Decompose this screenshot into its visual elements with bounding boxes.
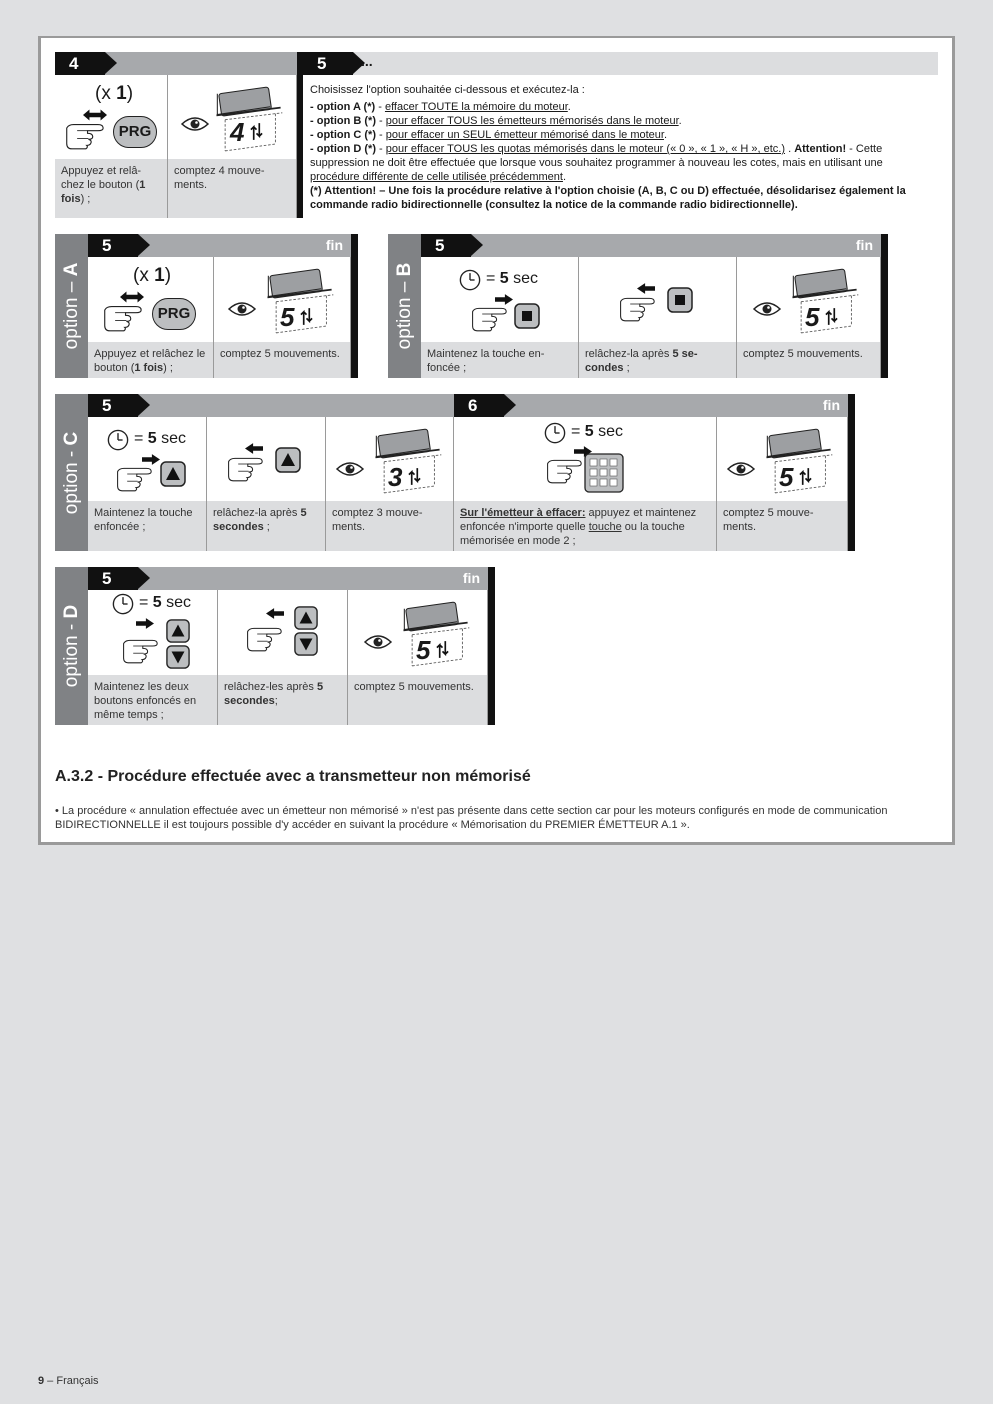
down-button-icon (294, 632, 318, 656)
step4-count-cell (168, 75, 297, 159)
section-text: • La procédure « annulation effectuée avec un émetteur non mémorisé » n'est pas présente dans cette section car pour les moteurs configurés en mode de communication BIDIRECTIONNELLE il est toujours possible d'y accéder en suivant la procédure « Mémorisation du PREMIER ÉMETTEUR A.1 ». (55, 805, 888, 831)
step5-intro: Choisissez l'option souhaitée ci-dessous et exécutez-la : (310, 84, 585, 96)
option-d-release-cell (218, 590, 348, 675)
step4-caption-2: comptez 4 mouve-ments. (168, 159, 297, 218)
page-footer (38, 1375, 99, 1387)
option-a-fin: fin (325, 237, 343, 253)
page-language: – Français (44, 1375, 99, 1387)
option-c-hold-cell (88, 417, 207, 501)
option-b-header (421, 234, 881, 257)
option-d-caption-3: comptez 5 mouvements. (348, 675, 488, 725)
arrow-left-icon (266, 608, 284, 619)
option-d-block (55, 567, 495, 725)
up-down-arrows-icon (825, 307, 838, 326)
option-b-label: option – B (393, 262, 415, 350)
option-c-header-b (454, 394, 848, 417)
hand-icon (103, 301, 155, 333)
option-a-caption-1: Appuyez et relâchez le bouton (1 fois) ; (88, 342, 214, 378)
option-d-caption-2: relâchez-les après 5 secondes; (218, 675, 348, 725)
option-c-line: - option C (*) - pour effacer un SEUL émetteur mémorisé dans le moteur. (310, 129, 668, 141)
clock-icon (544, 422, 566, 444)
up-button-icon (275, 447, 301, 473)
eye-icon (228, 301, 256, 317)
option-d-line: - option D (*) - pour effacer TOUS les quotas mémorisés dans le moteur (« 0 », « 1 », « H », etc.) . Attention! - Cette suppression ne doit être effectuée que lorsque vous souhaitez programmer à nouveau les cotes, mais en utilisant une procédure différente de celle utilisée précédemment. (310, 143, 883, 183)
down-button-icon (166, 645, 190, 669)
roller-shade-icon (213, 83, 291, 153)
option-b-fin: fin (855, 237, 873, 253)
up-down-arrows-icon (250, 122, 263, 141)
option-b-count-cell (737, 257, 881, 342)
option-c-count-cell (326, 417, 454, 501)
hand-icon (227, 453, 275, 483)
movement-count: 3 (388, 462, 403, 492)
option-d-label: option - D (60, 604, 82, 688)
hold-duration: = 5 sec (139, 594, 192, 611)
option-c-label: option - C (60, 431, 82, 514)
option-d-count-cell (348, 590, 488, 675)
option-c-caption-3: comptez 3 mouve-ments. (326, 501, 454, 551)
option-b-line: - option B (*) - pour effacer TOUS les émetteurs mémorisés dans le moteur. (310, 115, 682, 127)
option-a-caption-2: comptez 5 mouvements. (214, 342, 351, 378)
clock-icon (107, 429, 129, 451)
step5-ellipsis: ... (361, 53, 373, 69)
prg-button: PRG (152, 298, 196, 330)
step4-caption-1: Appuyez et relâ-chez le bouton (1 fois) ; (55, 159, 168, 218)
hold-duration: = 5 sec (571, 423, 624, 440)
option-a-press-cell (88, 257, 214, 342)
movement-count: 5 (779, 462, 794, 492)
up-button-icon (166, 619, 190, 643)
option-b-caption-3: comptez 5 mouvements. (737, 342, 881, 378)
up-button-icon (294, 606, 318, 630)
eye-icon (727, 461, 755, 477)
movement-count: 5 (805, 302, 820, 332)
option-b-caption-2: relâchez-la après 5 se-condes ; (579, 342, 737, 378)
up-button-icon (160, 461, 186, 487)
step5-number: 5 (303, 52, 353, 75)
eye-icon (753, 301, 781, 317)
option-c-sidebar (55, 394, 88, 551)
hand-icon (116, 463, 164, 493)
hold-duration: = 5 sec (486, 270, 539, 287)
movement-count: 4 (230, 117, 245, 147)
step5-header (303, 52, 938, 75)
step4-header (55, 52, 303, 75)
step5-block (303, 52, 938, 218)
option-a-line: - option A (*) - effacer TOUTE la mémoire du moteur. (310, 101, 571, 113)
hold-duration: = 5 sec (134, 430, 187, 447)
option-c-block (55, 394, 855, 551)
step4-block (55, 52, 303, 218)
option-a-count-cell (214, 257, 351, 342)
option-b-number: 5 (421, 234, 471, 257)
movement-count: 5 (416, 635, 431, 665)
option-c-caption-5: comptez 5 mouve-ments. (717, 501, 848, 551)
movement-count: 5 (280, 302, 295, 332)
option-d-caption-1: Maintenez les deux boutons enfoncés en même temps ; (88, 675, 218, 725)
press-count: (x 1) (133, 265, 172, 286)
option-a-header (88, 234, 351, 257)
arrow-right-icon (136, 618, 154, 629)
hand-icon (246, 622, 294, 654)
keypad-transmitter-icon (584, 453, 624, 493)
option-d-hold-cell (88, 590, 218, 675)
option-c-caption-2: relâchez-la après 5 secondes ; (207, 501, 326, 551)
option-b-sidebar (388, 234, 421, 378)
option-b-release-cell (579, 257, 737, 342)
stop-button-icon (514, 303, 540, 329)
option-a-number: 5 (88, 234, 138, 257)
option-b-caption-1: Maintenez la touche en-foncée ; (421, 342, 579, 378)
up-down-arrows-icon (408, 467, 421, 486)
option-c-header-a (88, 394, 454, 417)
hand-icon (619, 293, 667, 323)
option-c-number: 5 (88, 394, 138, 417)
option-c-fin: fin (822, 397, 840, 413)
option-b-edge-bar (881, 234, 888, 378)
clock-icon (459, 269, 481, 291)
option-c-release-cell (207, 417, 326, 501)
step5-left-bar (300, 52, 303, 218)
up-down-arrows-icon (300, 307, 313, 326)
option-c-caption-1: Maintenez la touche enfoncée ; (88, 501, 207, 551)
step5-text (310, 83, 935, 212)
option-a-sidebar (55, 234, 88, 378)
prg-button: PRG (113, 116, 157, 148)
option-c-caption-4: Sur l'émetteur à effacer: appuyez et maintenez enfoncée n'importe quelle touche ou la touche mémorisée en mode 2 ; (454, 501, 717, 551)
stop-button-icon (667, 287, 693, 313)
clock-icon (112, 593, 134, 615)
option-d-sidebar (55, 567, 88, 725)
option-a-edge-bar (351, 234, 358, 378)
eye-icon (364, 634, 392, 650)
option-c-edge-bar (848, 394, 855, 551)
step5-warning: (*) Attention! – Une fois la procédure relative à l'option choisie (A, B, C ou D) effectuée, désolidarisez également la commande radio bidirectionnelle (consultez la notice de la commande radio bidirectionnelle). (310, 185, 906, 211)
step4-press-cell (55, 75, 168, 159)
up-down-arrows-icon (799, 467, 812, 486)
option-d-fin: fin (462, 570, 480, 586)
option-d-number: 5 (88, 567, 138, 590)
option-c-number-2: 6 (454, 394, 504, 417)
eye-icon (181, 116, 209, 132)
step4-number: 4 (55, 52, 105, 75)
option-d-edge-bar (488, 567, 495, 725)
option-a-block (55, 234, 358, 378)
hand-icon (65, 119, 117, 151)
option-b-hold-cell (421, 257, 579, 342)
hand-icon (471, 303, 519, 333)
section-title: A.3.2 - Procédure effectuée avec a transmetteur non mémorisé (55, 768, 531, 785)
up-down-arrows-icon (436, 640, 449, 659)
option-c-keypad-cell (454, 417, 717, 501)
press-count: (x 1) (95, 83, 134, 104)
option-a-label: option – A (60, 262, 82, 350)
eye-icon (336, 461, 364, 477)
option-c-count2-cell (717, 417, 848, 501)
option-b-block (388, 234, 888, 378)
option-d-header (88, 567, 488, 590)
hand-icon (122, 634, 170, 666)
page-number: 9 (38, 1375, 45, 1387)
